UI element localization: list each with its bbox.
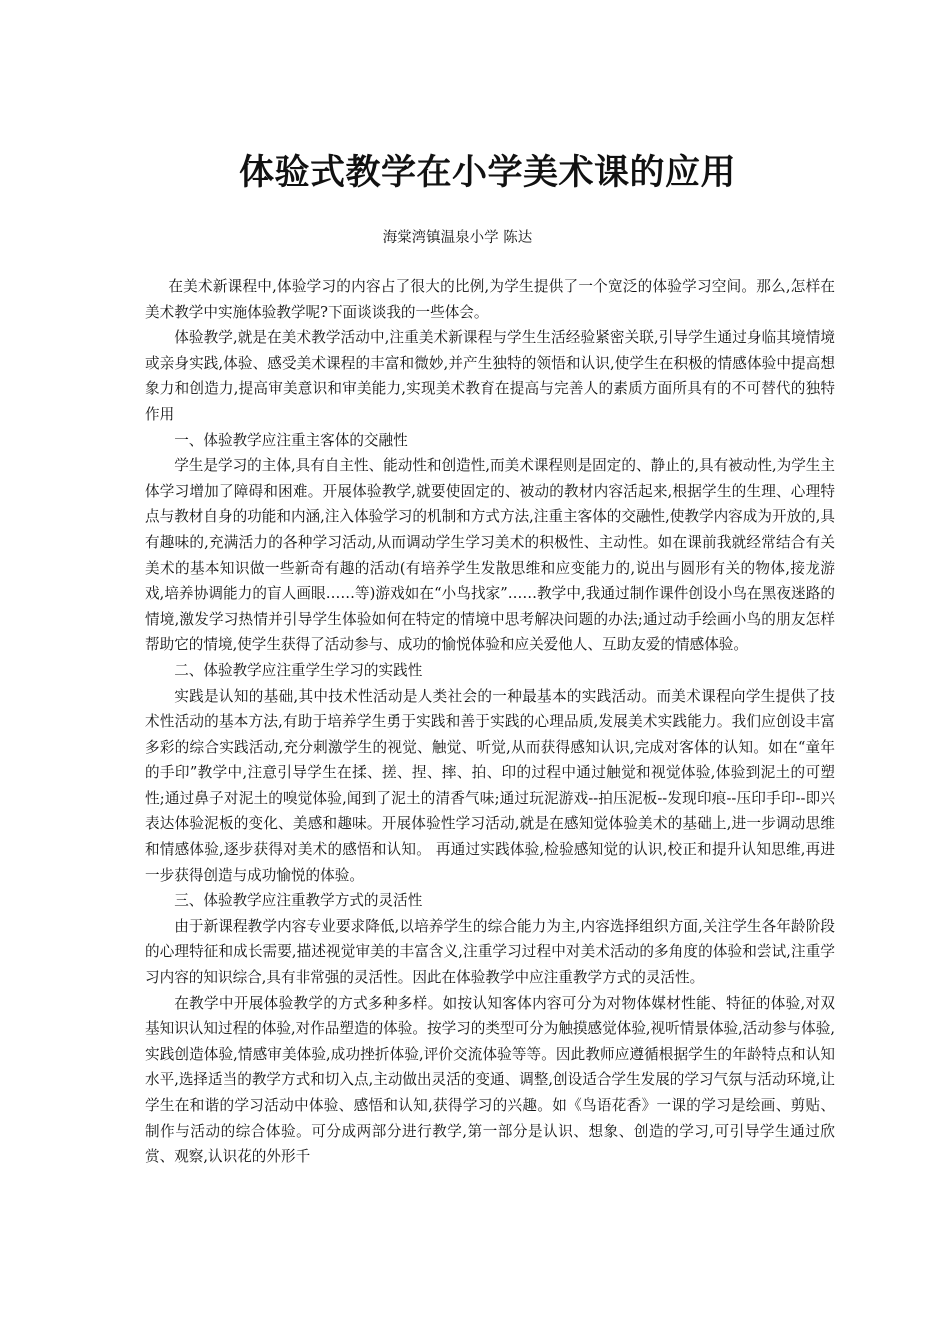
- body-paragraph: 实践是认知的基础,其中技术性活动是人类社会的一种最基本的实践活动。而美术课程向学生提供了技术性活动的基本方法,有助于培养学生勇于实践和善于实践的心理品质,发展美术实践能力。我们应创设丰富多彩的综合实践活动,充分刺激学生的视觉、触觉、听觉,从而获得感知认识,完成对客体的认知。如在“童年的手印”教学中,注意引导学生在揉、搓、捏、摔、拍、印的过程中通过触觉和视觉体验,体验到泥土的可塑性;通过鼻子对泥土的嗅觉体验,闻到了泥土的清香气味;通过玩泥游戏--拍压泥板--发现印痕--压印手印--即兴表达体验泥板的变化、美感和趣味。开展体验性学习活动,就是在感知觉体验美术的基础上,进一步调动思维和情感体验,逐步获得对美术的感悟和认知。 再通过实践体验,检验感知觉的认识,校正和提升认知思维,再进一步获得创造与成功愉悦的体验。: [145, 687, 835, 884]
- body-paragraph: 在美术新课程中,体验学习的内容占了很大的比例,为学生提供了一个宽泛的体验学习空间。那么,怎样在美术教学中实施体验教学呢?下面谈谈我的一些体会。: [145, 278, 835, 321]
- body-paragraph: 在教学中开展体验教学的方式多种多样。如按认知客体内容可分为对物体媒材性能、特征的体验,对双基知识认知过程的体验,对作品塑造的体验。按学习的类型可分为触摸感觉体验,视听情景体验,活动参与体验,实践创造体验,情感审美体验,成功挫折体验,评价交流体验等等。因此教师应遵循根据学生的年龄特点和认知水平,选择适当的教学方式和切入点,主动做出灵活的变通、调整,创设适合学生发展的学习气氛与活动环境,让学生在和谐的学习活动中体验、感悟和认知,获得学习的兴趣。如《鸟语花香》一课的学习是绘画、剪贴、制作与活动的综合体验。可分成两部分进行教学,第一部分是认识、想象、创造的学习,可引导学生通过欣赏、观察,认识花的外形千: [145, 994, 835, 1166]
- document-body: [145, 274, 835, 1170]
- author-byline: 海棠湾镇温泉小学 陈达: [382, 230, 533, 246]
- section-heading: 二、体验教学应注重学生学习的实践性: [174, 661, 423, 679]
- document-title: 体验式教学在小学美术课的应用: [238, 153, 736, 193]
- body-paragraph: 由于新课程教学内容专业要求降低,以培养学生的综合能力为主,内容选择组织方面,关注学生各年龄阶段的心理特征和成长需要,描述视觉审美的丰富含义,注重学习过程中对美术活动的多角度的体验和尝试,注重学习内容的知识综合,具有非常强的灵活性。因此在体验教学中应注重教学方式的灵活性。: [145, 917, 835, 987]
- section-heading: 三、体验教学应注重教学方式的灵活性: [174, 892, 423, 910]
- body-paragraph: 体验教学,就是在美术教学活动中,注重美术新课程与学生生活经验紧密关联,引导学生通过身临其境情境或亲身实践,体验、感受美术课程的丰富和微妙,并产生独特的领悟和认识,使学生在积极的情感体验中提高想象力和创造力,提高审美意识和审美能力,实现美术教育在提高与完善人的素质方面所具有的不可替代的独特作用: [145, 329, 835, 423]
- body-paragraph: 学生是学习的主体,具有自主性、能动性和创造性,而美术课程则是固定的、静止的,具有被动性,为学生主体学习增加了障碍和困难。开展体验教学,就要使固定的、被动的教材内容活起来,根据学生的生理、心理特点与教材自身的功能和内涵,注入体验学习的机制和方式方法,注重主客体的交融性,使教学内容成为开放的,具有趣味的,充满活力的各种学习活动,从而调动学生学习美术的积极性、主动性。如在课前我就经常结合有关美术的基本知识做一些新奇有趣的活动(有培养学生发散思维和应变能力的,说出与圆形有关的物体,接龙游戏,培养协调能力的盲人画眼……等)游戏如在“小鸟找家”……教学中,我通过制作课件创设小鸟在黑夜迷路的情境,激发学习热情并引导学生体验如何在特定的情境中思考解决问题的办法;通过动手绘画小鸟的朋友怎样帮助它的情境,使学生获得了活动参与、成功的愉悦体验和应关爱他人、互助友爱的情感体验。: [145, 457, 835, 654]
- section-heading: 一、体验教学应注重主客体的交融性: [174, 431, 408, 449]
